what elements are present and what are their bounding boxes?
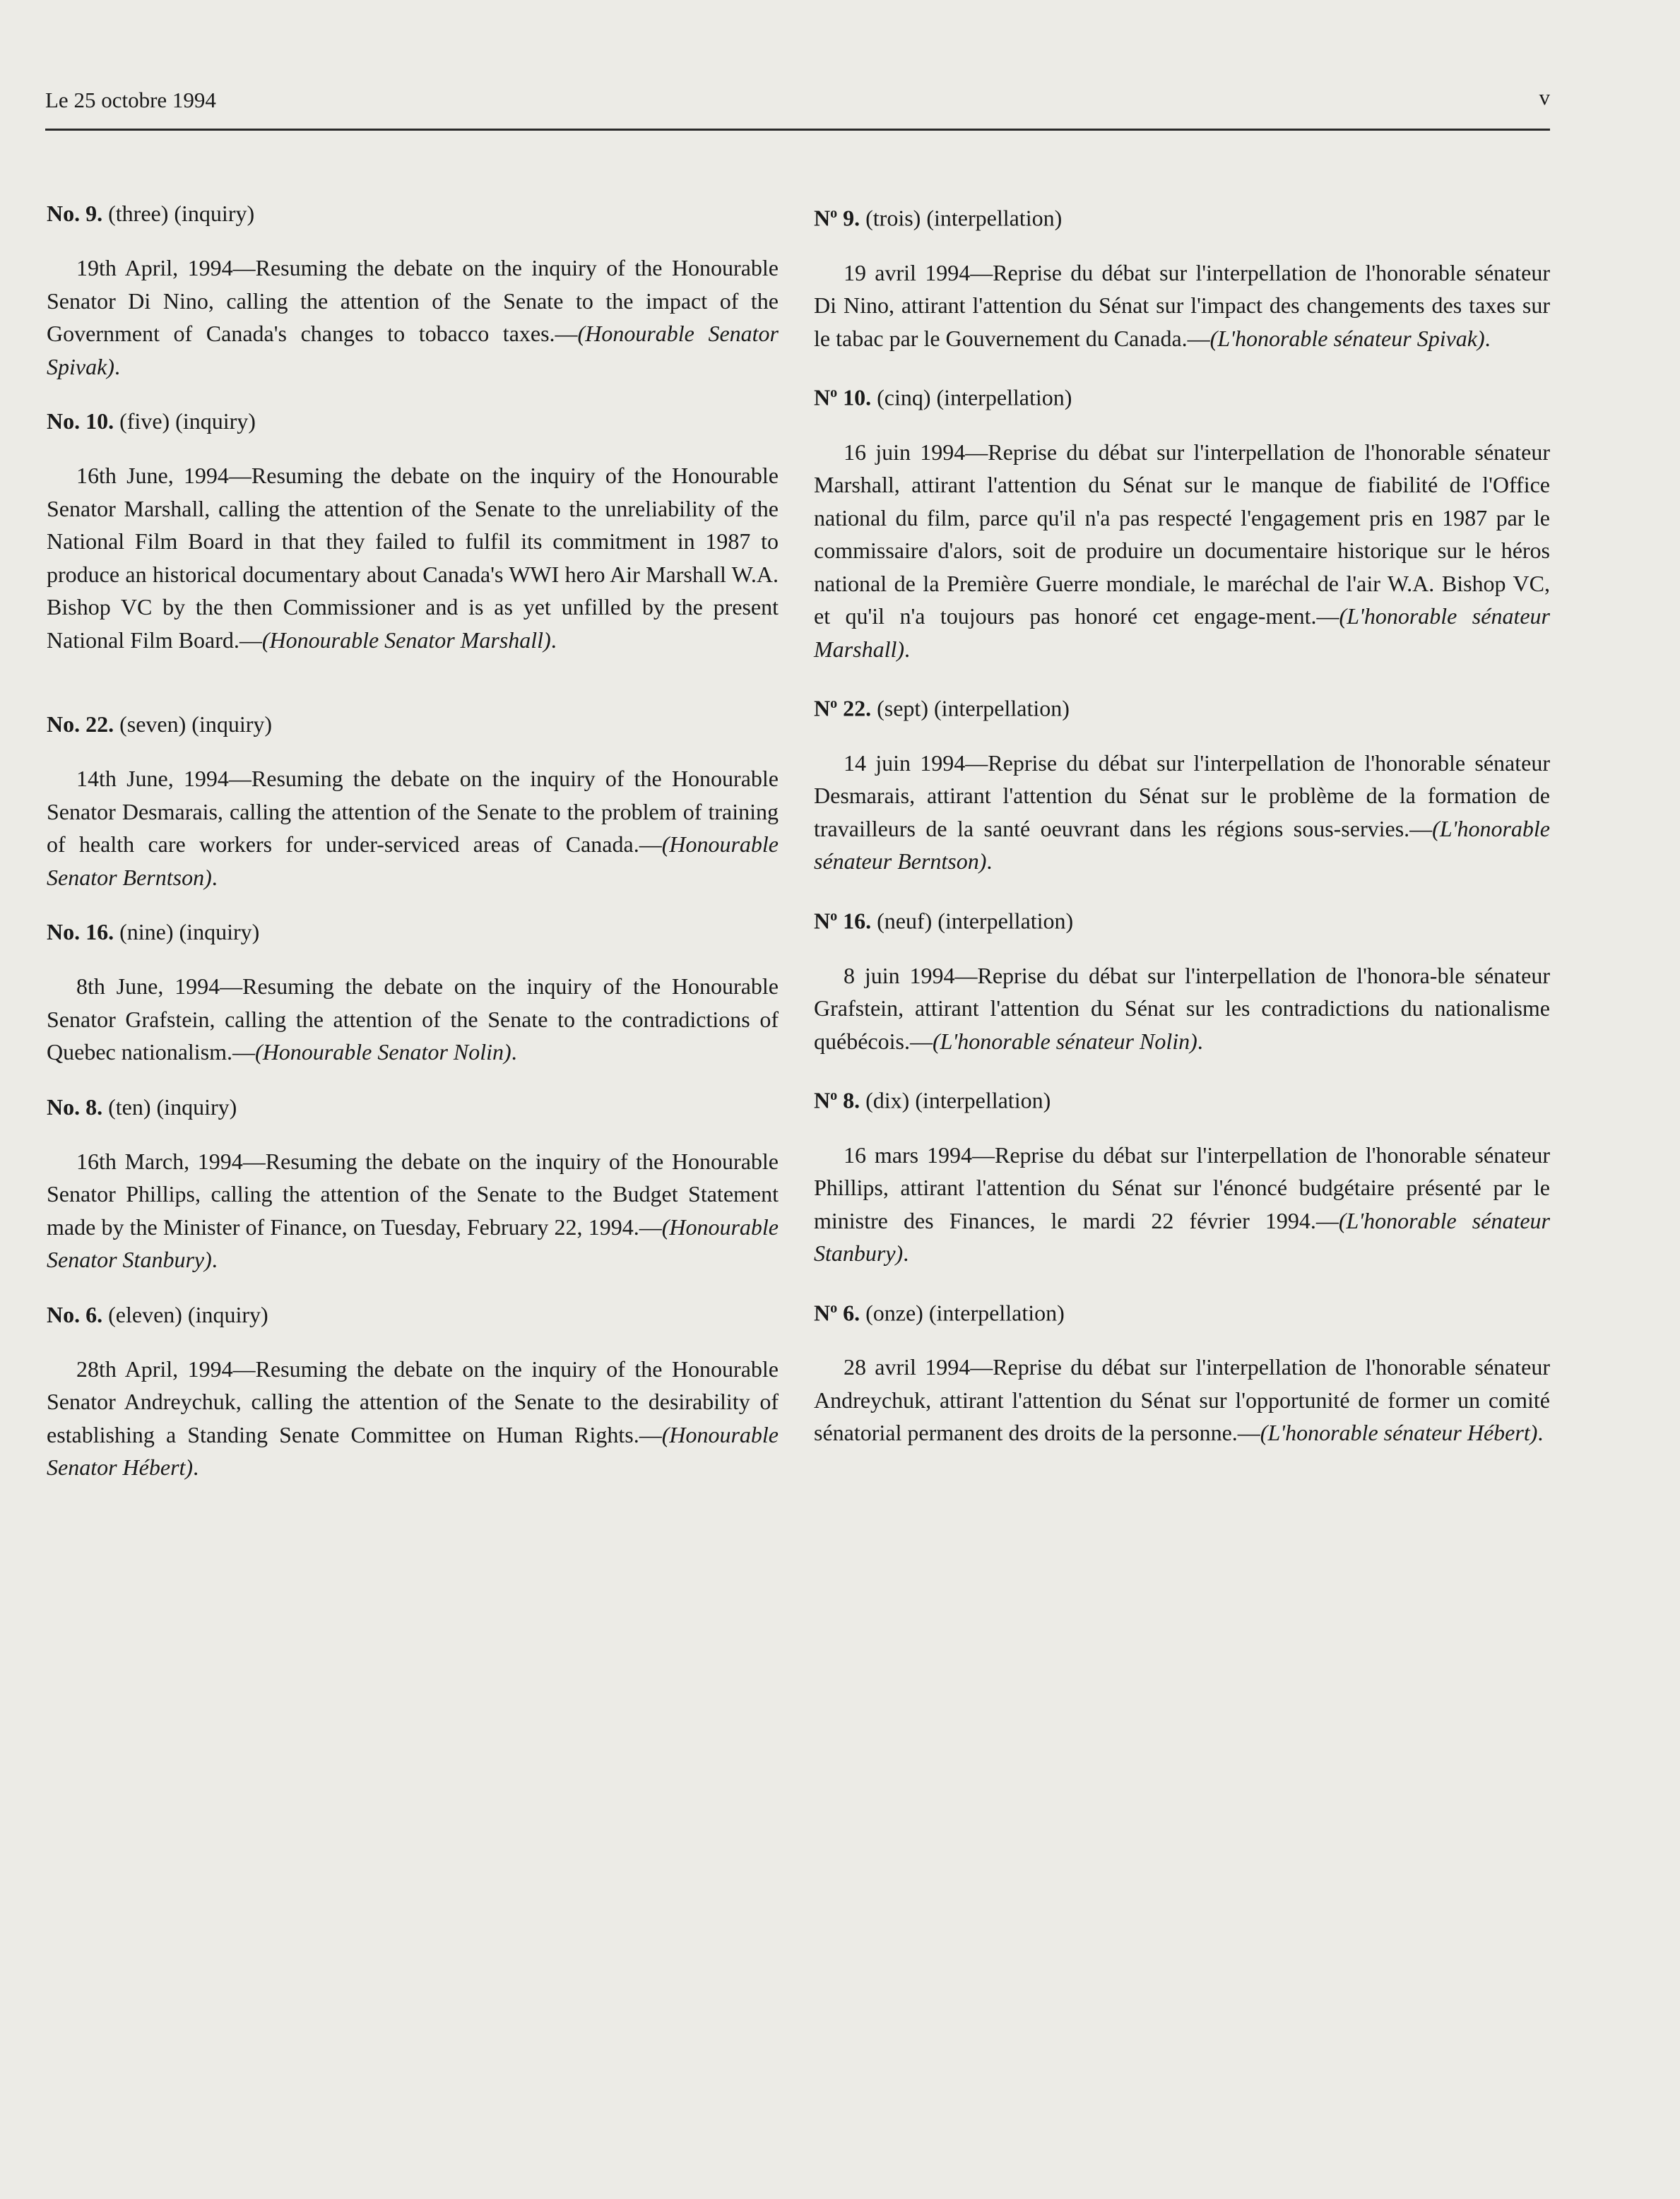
interpellation-label: (onze) (interpellation)	[860, 1300, 1065, 1326]
interpellation-body: 16 mars 1994—Reprise du débat sur l'interpellation de l'honorable sénateur Phillips, attirant l'attention du Sénat sur l'énoncé budgétaire présenté par le ministre des Finances, le mardi 22 février 1994.—	[814, 1142, 1550, 1233]
interpellation-body: 28 avril 1994—Reprise du débat sur l'interpellation de l'honorable sénateur Andreychuk, attirant l'attention du Sénat sur l'opportunité de former un comité sénatorial permanent des droits de la personne.—	[814, 1354, 1550, 1446]
interpellation-label: (trois) (interpellation)	[860, 205, 1063, 231]
interpellation-label: (neuf) (interpellation)	[871, 908, 1074, 934]
inquiry-text	[47, 1145, 779, 1276]
inquiry-entry	[47, 915, 779, 1069]
inquiry-number: No. 9.	[47, 201, 103, 226]
interpellation-entry	[814, 376, 1550, 665]
interpellation-label: (dix) (interpellation)	[860, 1087, 1051, 1113]
inquiry-entry	[47, 1298, 779, 1484]
page-header	[45, 85, 1550, 131]
interpellation-end: .	[986, 848, 993, 875]
interpellation-text	[814, 747, 1550, 878]
interpellation-entry	[814, 1291, 1550, 1450]
interpellation-sponsor: (L'honorable sénateur Berntson)	[814, 815, 1550, 875]
inquiry-heading	[47, 1090, 779, 1124]
interpellation-sponsor: (L'honorable sénateur Nolin)	[932, 1028, 1197, 1054]
inquiry-sponsor: (Honourable Senator Hébert)	[47, 1421, 779, 1480]
inquiry-heading	[47, 404, 779, 438]
interpellation-sponsor: (L'honorable sénateur Marshall)	[814, 603, 1551, 662]
interpellation-heading	[814, 196, 1550, 235]
header-date: Le 25 octobre 1994	[45, 88, 216, 112]
inquiry-body: 8th June, 1994—Resuming the debate on the inquiry of the Honourable Senator Grafstein, calling the attention of the Senate to the contradictions of Quebec nationalism.—	[47, 973, 779, 1065]
interpellation-number-prefix: N	[814, 908, 831, 934]
interpellation-number: 10.	[837, 384, 872, 410]
interpellation-end: .	[903, 1240, 909, 1267]
interpellation-number-sup: o	[830, 206, 838, 221]
interpellation-body: 16 juin 1994—Reprise du débat sur l'interpellation de l'honorable sénateur Marshall, attirant l'attention du Sénat sur le manque de fiabilité de l'Office national du film, parce qu'il n'a pas respecté l'engagement pris en 1987 par le commissaire d'alors, soit de produire un documentaire historique sur le héros national de la Première Guerre mondiale, le maréchal de l'air W.A. Bishop VC, et qu'il n'a toujours pas honoré cet engage-ment.—	[814, 439, 1550, 629]
interpellation-number-sup: o	[830, 1088, 838, 1104]
english-column	[47, 196, 779, 1505]
inquiry-end: .	[511, 1039, 517, 1065]
inquiry-number: No. 10.	[47, 408, 114, 434]
interpellation-number-prefix: N	[814, 205, 831, 231]
interpellation-end: .	[1484, 325, 1491, 351]
inquiry-text	[47, 970, 779, 1069]
inquiry-end: .	[114, 353, 120, 379]
inquiry-sponsor: (Honourable Senator Marshall)	[261, 627, 551, 653]
inquiry-number: No. 22.	[47, 711, 114, 737]
inquiry-text	[47, 459, 779, 656]
interpellation-number-sup: o	[830, 1300, 838, 1316]
inquiry-body: 16th March, 1994—Resuming the debate on the inquiry of the Honourable Senator Phillips, calling the attention of the Senate to the Budget Statement made by the Minister of Finance, on Tuesday, February 22, 1994.—	[47, 1148, 779, 1240]
inquiry-end: .	[211, 864, 218, 890]
interpellation-heading	[814, 1291, 1550, 1330]
interpellation-heading	[814, 687, 1550, 725]
inquiry-heading	[47, 196, 779, 230]
interpellation-number-sup: o	[830, 696, 838, 712]
inquiry-sponsor: (Honourable Senator Spivak)	[47, 321, 779, 379]
inquiry-label: (seven) (inquiry)	[114, 711, 273, 737]
inquiry-body: 19th April, 1994—Resuming the debate on the inquiry of the Honourable Senator Di Nino, calling the attention of the Senate to the impact of the Government of Canada's changes to tobacco taxes.—	[47, 255, 779, 346]
interpellation-number: 6.	[837, 1300, 860, 1326]
interpellation-number-prefix: N	[814, 695, 831, 721]
inquiry-entry	[47, 196, 779, 383]
inquiry-body: 16th June, 1994—Resuming the debate on the inquiry of the Honourable Senator Marshall, calling the attention of the Senate to the unreliability of the National Film Board in that they failed to fulfil its commitment in 1987 to produce an historical documentary about Canada's WWI hero Air Marshall W.A. Bishop VC by the then Commissioner and is as yet unfilled by the present National Film Board.—	[47, 463, 779, 653]
inquiry-label: (eleven) (inquiry)	[102, 1301, 268, 1327]
inquiry-entry	[47, 404, 779, 656]
interpellation-sponsor: (L'honorable sénateur Spivak)	[1209, 325, 1485, 351]
inquiry-end: .	[193, 1454, 199, 1480]
inquiry-heading	[47, 707, 779, 741]
inquiry-number: No. 6.	[47, 1301, 103, 1327]
interpellation-body: 8 juin 1994—Reprise du débat sur l'interpellation de l'honora-ble sénateur Grafstein, attirant l'attention du Sénat sur les contradictions du nationalisme québécois.—	[814, 962, 1550, 1054]
french-column	[814, 196, 1550, 1471]
interpellation-entry	[814, 899, 1550, 1057]
interpellation-end: .	[1537, 1420, 1544, 1446]
interpellation-number: 9.	[837, 205, 860, 231]
inquiry-body: 14th June, 1994—Resuming the debate on the inquiry of the Honourable Senator Desmarais, calling the attention of the Senate to the problem of training of health care workers for under-serviced areas of Canada.—	[47, 766, 779, 857]
inquiry-sponsor: (Honourable Senator Berntson)	[47, 831, 779, 890]
inquiry-number: No. 8.	[47, 1093, 103, 1120]
interpellation-number-prefix: N	[814, 1087, 831, 1113]
interpellation-entry	[814, 1079, 1550, 1270]
interpellation-number-prefix: N	[814, 384, 831, 410]
interpellation-number: 16.	[837, 908, 872, 934]
inquiry-end: .	[550, 627, 557, 653]
interpellation-number-prefix: N	[814, 1300, 831, 1326]
interpellation-heading	[814, 1079, 1550, 1118]
interpellation-heading	[814, 376, 1550, 415]
interpellation-number-sup: o	[830, 908, 838, 924]
inquiry-entry	[47, 1090, 779, 1276]
inquiry-heading	[47, 915, 779, 949]
inquiry-heading	[47, 1298, 779, 1332]
inquiry-label: (ten) (inquiry)	[102, 1093, 237, 1120]
inquiry-end: .	[211, 1247, 218, 1272]
inquiry-text	[47, 251, 779, 383]
interpellation-end: .	[904, 636, 910, 662]
inquiry-label: (three) (inquiry)	[102, 201, 255, 226]
interpellation-number: 8.	[837, 1087, 860, 1113]
inquiry-sponsor: (Honourable Senator Stanbury)	[47, 1214, 779, 1272]
interpellation-body: 19 avril 1994—Reprise du débat sur l'interpellation de l'honorable sénateur Di Nino, attirant l'attention du Sénat sur l'impact des changements des taxes sur le tabac par le Gouvernement du Canada.—	[814, 259, 1550, 351]
interpellation-entry	[814, 196, 1550, 355]
interpellation-number-sup: o	[830, 385, 838, 401]
interpellation-sponsor: (L'honorable sénateur Stanbury)	[814, 1207, 1551, 1267]
inquiry-text	[47, 1353, 779, 1484]
interpellation-label: (sept) (interpellation)	[871, 695, 1070, 721]
interpellation-entry	[814, 687, 1550, 878]
inquiry-entry	[47, 707, 779, 894]
interpellation-text	[814, 256, 1550, 355]
page-number: v	[1539, 85, 1550, 109]
interpellation-text	[814, 436, 1550, 666]
interpellation-label: (cinq) (interpellation)	[871, 384, 1072, 410]
interpellation-text	[814, 959, 1550, 1058]
inquiry-label: (nine) (inquiry)	[114, 919, 260, 944]
interpellation-number: 22.	[837, 695, 872, 721]
inquiry-body: 28th April, 1994—Resuming the debate on the inquiry of the Honourable Senator Andreychuk, calling the attention of the Senate to the desirability of establishing a Standing Senate Committee on Human Rights.—	[47, 1356, 779, 1447]
inquiry-label: (five) (inquiry)	[114, 408, 256, 434]
interpellation-body: 14 juin 1994—Reprise du débat sur l'interpellation de l'honorable sénateur Desmarais, attirant l'attention du Sénat sur le problème de la formation de travailleurs de la santé oeuvrant dans les régions sous-servies.—	[814, 749, 1550, 841]
interpellation-heading	[814, 899, 1550, 938]
section-gap	[47, 677, 779, 707]
inquiry-sponsor: (Honourable Senator Nolin)	[255, 1039, 511, 1065]
interpellation-end: .	[1197, 1028, 1203, 1054]
interpellation-text	[814, 1139, 1550, 1270]
inquiry-number: No. 16.	[47, 919, 114, 944]
inquiry-text	[47, 762, 779, 894]
interpellation-text	[814, 1351, 1550, 1450]
interpellation-sponsor: (L'honorable sénateur Hébert)	[1260, 1420, 1538, 1446]
